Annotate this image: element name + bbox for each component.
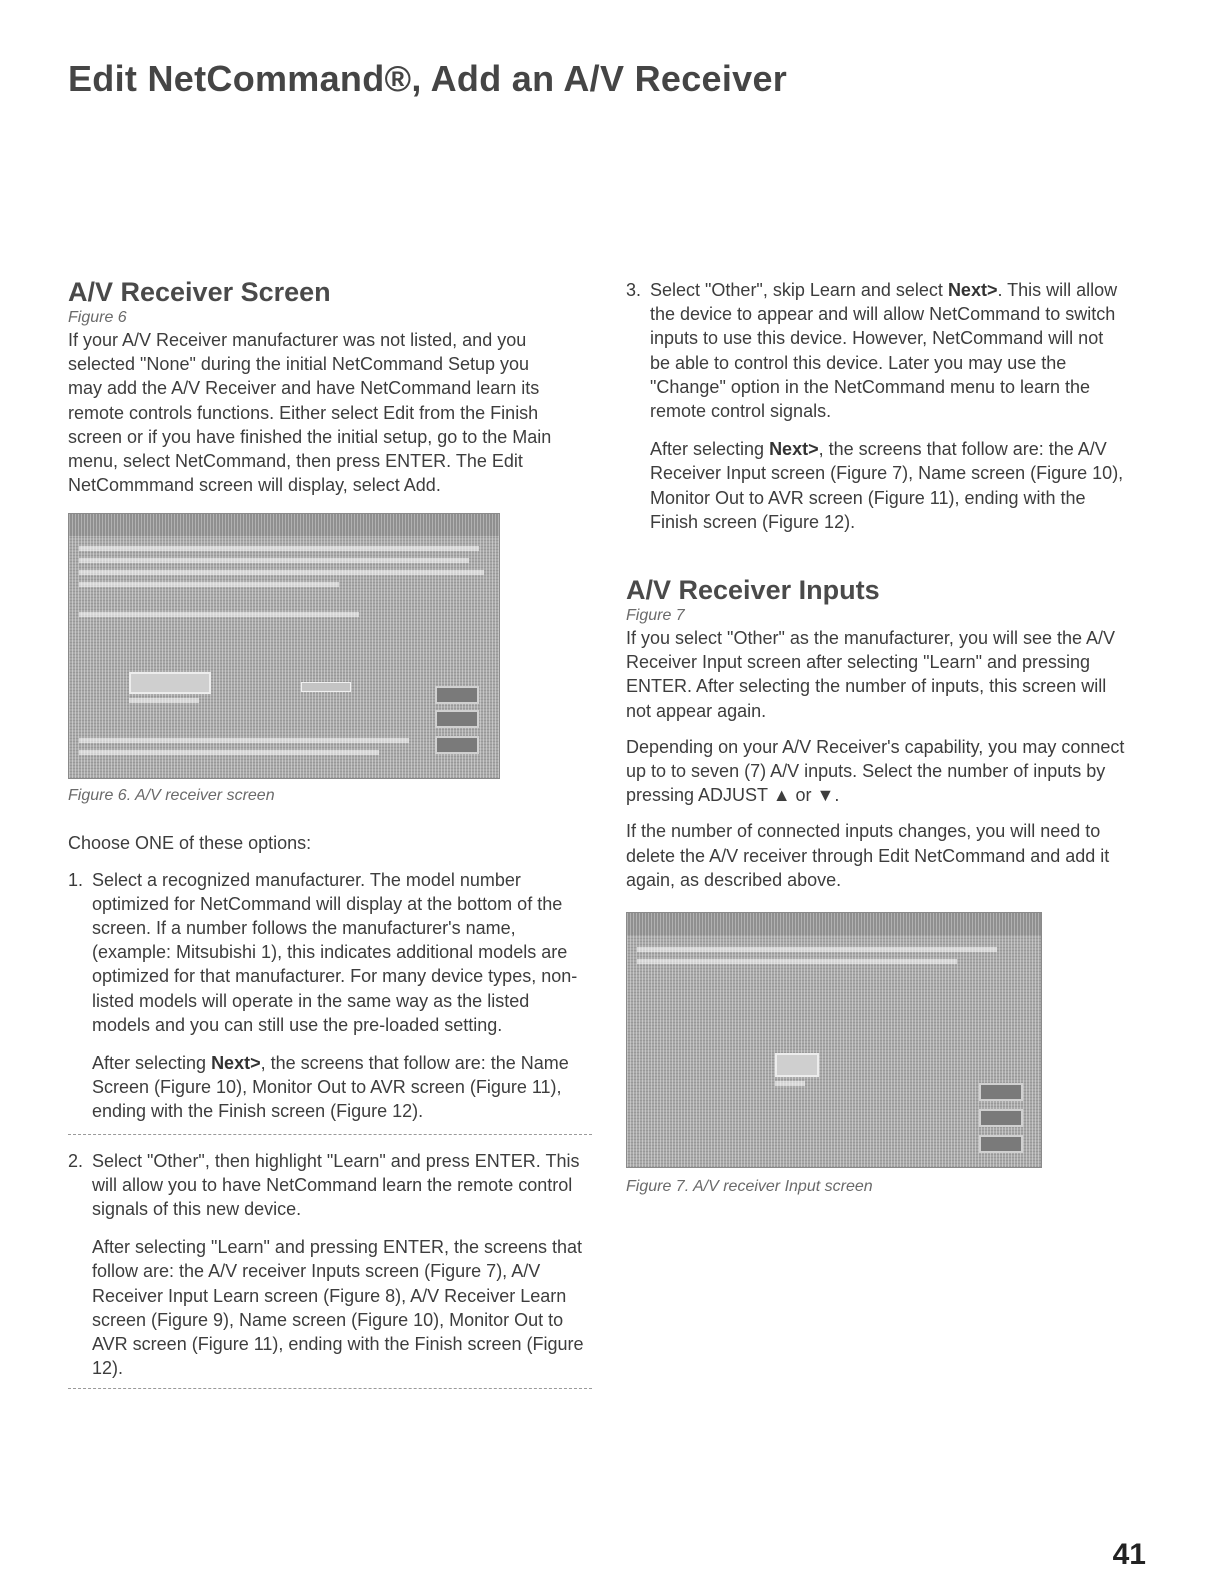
option-number: 2. xyxy=(68,1150,84,1171)
choose-options-text: Choose ONE of these options: xyxy=(68,833,312,854)
left-column xyxy=(68,276,584,1389)
screenshot-button xyxy=(979,1135,1023,1153)
option-1-after-text: After selecting Next>, the screens that follow are: the Name Screen (Figure 10), Monitor Out to AVR screen (Figure 11), ending with the Finish screen (Figure 12). xyxy=(92,1053,569,1122)
option-2 xyxy=(68,1149,592,1390)
figure-6-caption: Figure 6. A/V receiver screen xyxy=(68,787,275,805)
section-heading-av-receiver-inputs: A/V Receiver Inputs xyxy=(626,575,880,606)
screenshot-button xyxy=(435,710,479,728)
input-count-field xyxy=(775,1053,819,1077)
figure-6-screenshot xyxy=(68,513,500,779)
option-1-text: Select a recognized manufacturer. The model number optimized for NetCommand will display at the bottom of the screen. If a number follows the manufacturer's name, (example: Mitsubishi 1), this indicates additional models are optimized for that manufacturer. For many device types, non-listed models will operate in the same way as the listed models and you can still use the pre-loaded setting. xyxy=(92,869,578,1035)
page-number: 41 xyxy=(1112,1538,1146,1571)
manufacturer-list-field xyxy=(129,672,211,694)
option-number: 1. xyxy=(68,869,84,890)
figure-reference: Figure 7 xyxy=(626,607,685,625)
model-number-field xyxy=(301,682,351,692)
screenshot-title-bar xyxy=(627,913,1041,935)
option-2-text: Select "Other", then highlight "Learn" and press ENTER. This will allow you to have NetCommand learn the remote control signals of this new device. xyxy=(92,1150,580,1220)
option-3-after-text: After selecting Next>, the screens that follow are: the A/V Receiver Input screen (Figure 7), Name screen (Figure 10), Monitor Out to AVR screen (Figure 11), ending with the Finish screen (Figure 12). xyxy=(650,439,1124,532)
inputs-paragraph-1: If you select "Other" as the manufacturer, you will see the A/V Receiver Input screen after selecting "Learn" and pressing ENTER. After selecting the number of inputs, this screen will not appear again. xyxy=(626,628,1116,721)
intro-paragraph: If your A/V Receiver manufacturer was not listed, and you selected "None" during the initial NetCommand Setup you may add the A/V Receiver and have NetCommand learn its remote controls functions. Either select Edit from the Finish screen or if you have finished the initial setup, go to the Main menu, select NetCommand, then press ENTER. The Edit NetCommmand screen will display, select Add. xyxy=(68,330,552,496)
option-2-after-text: After selecting "Learn" and pressing ENTER, the screens that follow are: the A/V receiver Inputs screen (Figure 7), A/V Receiver Input Learn screen (Figure 8), A/V Receiver Learn screen (Figure 9), Name screen (Figure 10), Monitor Out to AVR screen (Figure 11), ending with the Finish screen (Figure 12). xyxy=(92,1237,584,1379)
option-3-text: Select "Other", skip Learn and select Next>. This will allow the device to appear and will allow NetCommand to switch inputs to use this device. However, NetCommand will not be able to control this device. Later you may use the "Change" option in the NetCommand menu to learn the remote control signals. xyxy=(650,280,1118,422)
section-heading-av-receiver-screen: A/V Receiver Screen xyxy=(68,277,331,307)
option-1 xyxy=(68,868,592,1135)
option-number: 3. xyxy=(626,280,642,300)
screenshot-button xyxy=(435,736,479,754)
figure-7-caption: Figure 7. A/V receiver Input screen xyxy=(626,1178,873,1196)
figure-7-screenshot xyxy=(626,912,1042,1168)
screenshot-button xyxy=(979,1109,1023,1127)
screenshot-button xyxy=(435,686,479,704)
screenshot-button xyxy=(979,1083,1023,1101)
figure-reference: Figure 6 xyxy=(68,309,127,326)
screenshot-title-bar xyxy=(69,514,499,536)
inputs-paragraph-2: Depending on your A/V Receiver's capability, you may connect up to to seven (7) A/V inputs. Select the number of inputs by pressing ADJUST ▲ or ▼. xyxy=(626,736,1125,806)
right-column xyxy=(626,278,1126,1196)
option-3 xyxy=(626,278,1126,534)
inputs-paragraph-3: If the number of connected inputs changes, you will need to delete the A/V receiver through Edit NetCommand and add it again, as described above. xyxy=(626,821,1110,890)
page-title: Edit NetCommand®, Add an A/V Receiver xyxy=(68,58,788,99)
